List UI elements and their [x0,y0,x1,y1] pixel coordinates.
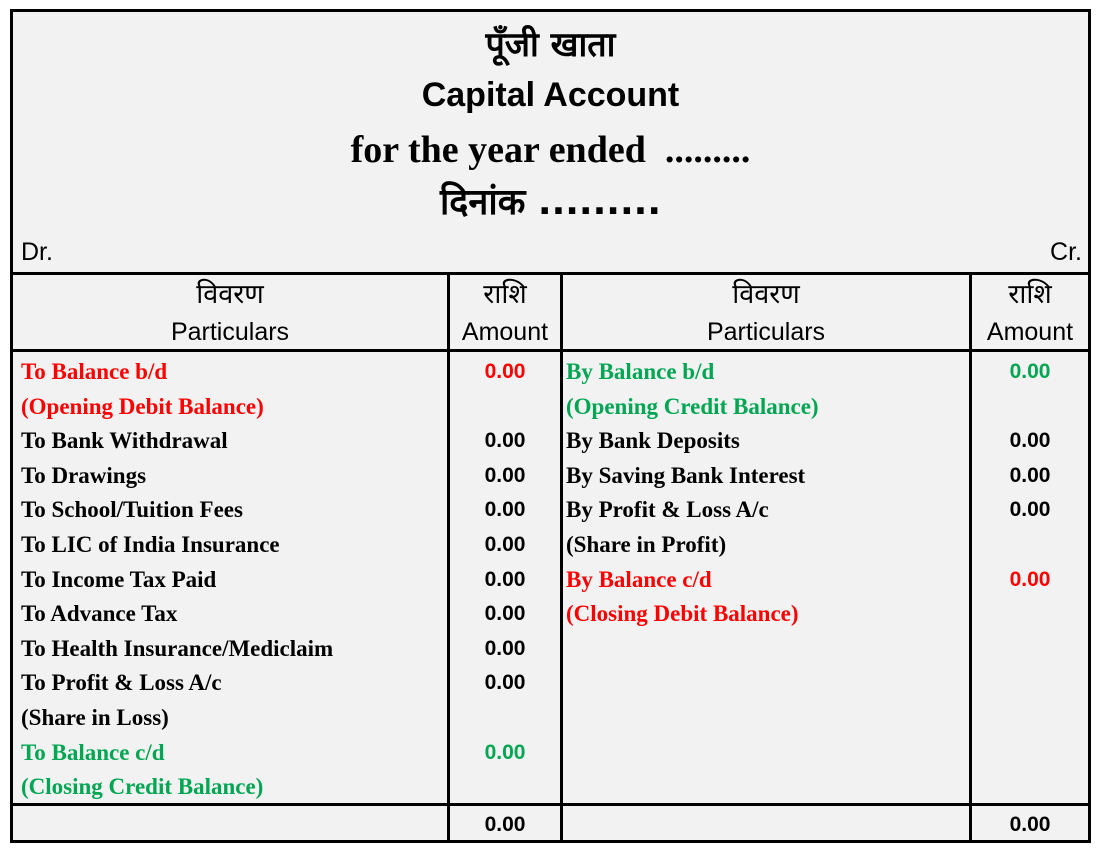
ledger-entry-text: (Opening Debit Balance) [21,393,264,419]
ledger-entry-text: By Profit & Loss A/c [566,497,769,523]
ledger-entry-text: To Health Insurance/Mediclaim [21,635,334,661]
ledger-entry-text: To Advance Tax [21,601,178,627]
ledger-entry-amount: 0.00 [1009,360,1051,383]
ledger-entry-amount: 0.00 [1009,463,1051,487]
ledger-entry-amount: 0.00 [484,636,526,660]
ledger-entry-text: (Share in Loss) [21,705,169,730]
credit-amount-header [972,275,1088,349]
credit-label: Cr. [1050,238,1082,266]
ledger-entry-text: To Balance b/d [21,359,168,384]
title-english: Capital Account [421,76,680,114]
particulars-hindi-label: विवरण [196,279,264,310]
capital-account-sheet [10,9,1091,843]
ledger-entry-amount: 0.00 [484,602,526,626]
ledger-entry-amount: 0.00 [1009,567,1051,591]
debit-amount-header [450,275,560,349]
credit-particulars-header [563,275,969,349]
particulars-english-label: Particulars [170,318,290,346]
amount-hindi-label: राशि [483,279,527,310]
ledger-entry-amount: 0.00 [484,533,526,556]
ledger-entry-text: By Balance c/d [566,566,712,592]
ledger-entry-text: To School/Tuition Fees [21,497,243,523]
amount-hindi-label: राशि [1008,279,1052,310]
ledger-entry-text: To Profit & Loss A/c [21,670,222,696]
ledger-entry-text: By Balance b/d [566,359,715,384]
amount-english-label: Amount [986,318,1074,346]
ledger-entry-amount: 0.00 [484,567,526,591]
ledger-entry-text: To Drawings [21,462,147,488]
debit-total: 0.00 [484,813,526,836]
period-english: for the year ended ......... [350,129,751,171]
ledger-entry-amount: 0.00 [484,740,526,764]
ledger-entry-text: To Balance c/d [21,739,165,765]
ledger-entry-text: (Closing Credit Balance) [21,774,264,800]
center-divider [560,272,563,843]
ledger-entry-amount: 0.00 [484,671,526,695]
period-hindi: दिनांक ......... [439,182,661,223]
credit-total: 0.00 [1009,813,1051,836]
ledger-entry-text: To Income Tax Paid [21,566,217,592]
ledger-entry-text: To Bank Withdrawal [21,428,228,454]
ledger-entry-text: By Bank Deposits [566,428,740,454]
ledger-entry-text: By Saving Bank Interest [566,462,806,488]
ledger-entry-amount: 0.00 [1009,498,1051,522]
debit-particulars-header [13,275,447,349]
particulars-english-label: Particulars [706,318,826,346]
ledger-entry-text: (Opening Credit Balance) [566,393,819,419]
debit-label: Dr. [21,238,53,266]
ledger-entry-amount: 0.00 [484,498,526,522]
ledger-entry-text: To LIC of India Insurance [21,532,280,557]
amount-english-label: Amount [461,318,549,346]
title-hindi: पूँजी खाता [485,25,616,65]
header-bottom-rule [13,349,1088,352]
ledger-entry-amount: 0.00 [484,463,526,487]
ledger-entry-amount: 0.00 [1009,429,1051,453]
ledger-entry-text: (Closing Debit Balance) [566,601,799,627]
ledger-entry-text: (Share in Profit) [566,532,727,557]
ledger-entry-amount: 0.00 [484,429,526,453]
particulars-hindi-label: विवरण [732,279,800,310]
ledger-entry-amount: 0.00 [484,360,526,383]
